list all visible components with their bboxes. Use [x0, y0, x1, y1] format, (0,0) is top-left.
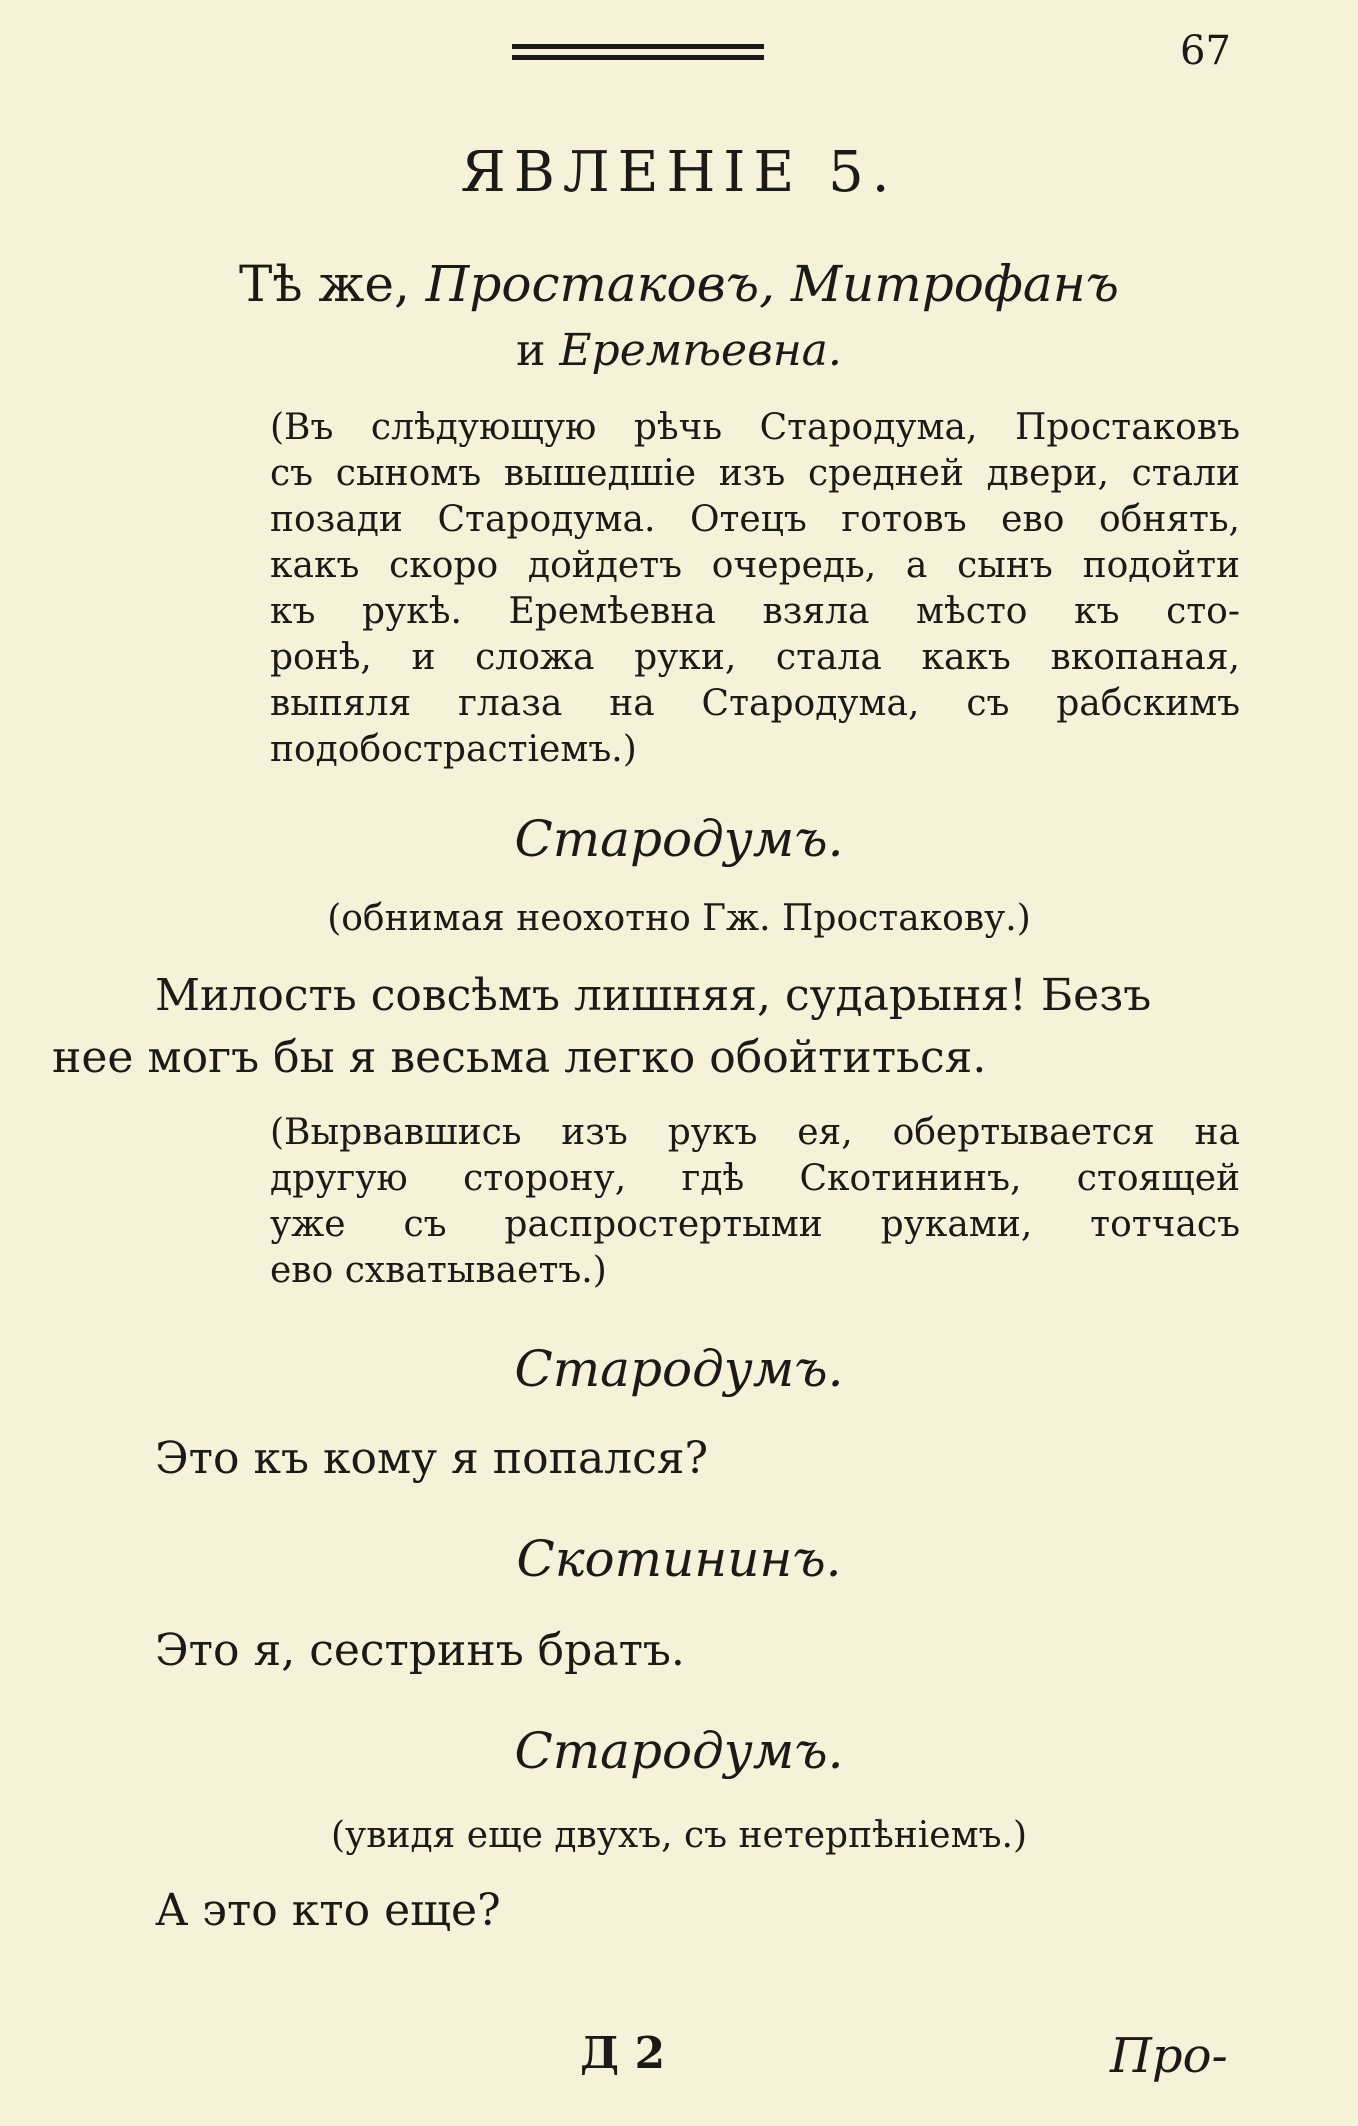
speech-line: А это кто еще? — [155, 1885, 501, 1936]
direction-line: ево схватываетъ.) — [270, 1250, 607, 1291]
persons-conj: и — [516, 325, 546, 376]
speaker-name: Скотининъ. — [516, 1530, 842, 1588]
speaker-name: Стародумъ. — [514, 810, 844, 868]
direction-line: другую сторону, гдѣ Скотининъ, стоящей — [270, 1158, 1240, 1199]
page-number: 67 — [1180, 28, 1231, 74]
direction-line: ронѣ, и сложа руки, стала какъ вкопаная, — [270, 637, 1240, 678]
persons-line-1 — [0, 255, 1358, 313]
direction-line: съ сыномъ вышедшіе изъ средней двери, стали — [270, 453, 1240, 494]
direction-line: позади Стародума. Отецъ готовъ ево обнять, — [270, 499, 1240, 540]
inline-direction: (увидя еще двухъ, съ нетерпѣніемъ.) — [330, 1815, 1028, 1856]
speech-line: Это я, сестринъ братъ. — [155, 1625, 685, 1676]
header-rule-top — [512, 44, 764, 49]
speaker-name: Стародумъ. — [514, 1722, 844, 1780]
stage-direction-1 — [270, 405, 1240, 773]
speech-line: Это къ кому я попался? — [155, 1433, 709, 1484]
speech-line: нее могъ бы я весьма легко обойтиться. — [52, 1032, 987, 1083]
header-rule-bottom — [512, 55, 764, 60]
speech-line: Милость совсѣмъ лишняя, сударыня! Безъ — [155, 970, 1152, 1021]
direction-line: уже съ распростертыми руками, тотчасъ — [270, 1204, 1240, 1245]
catchword: Про- — [1110, 2028, 1228, 2084]
direction-line: выпяля глаза на Стародума, съ рабскимъ — [270, 683, 1240, 724]
persons-line-2 — [0, 325, 1358, 376]
direction-line: подобострастіемъ.) — [270, 729, 637, 770]
persons-plain: Тѣ же, — [238, 255, 410, 313]
scene-title: ЯВЛЕНІЕ 5. — [460, 140, 898, 205]
direction-line: (Вырвавшись изъ рукъ ея, обертывается на — [270, 1112, 1240, 1153]
direction-line: какъ скоро дойдетъ очередь, а сынъ подойти — [270, 545, 1240, 586]
persons-name: Еремѣевна. — [559, 325, 842, 376]
inline-direction: (обнимая неохотно Гж. Простакову.) — [327, 898, 1031, 939]
direction-line: къ рукѣ. Еремѣевна взяла мѣсто къ сто- — [270, 591, 1240, 632]
direction-line: (Въ слѣдующую рѣчь Стародума, Простаковъ — [270, 407, 1240, 448]
speaker-name: Стародумъ. — [514, 1340, 844, 1398]
persons-names: Простаковъ, Митрофанъ — [425, 255, 1120, 313]
stage-direction-2 — [270, 1110, 1240, 1294]
signature-mark: Д 2 — [580, 2028, 666, 2079]
